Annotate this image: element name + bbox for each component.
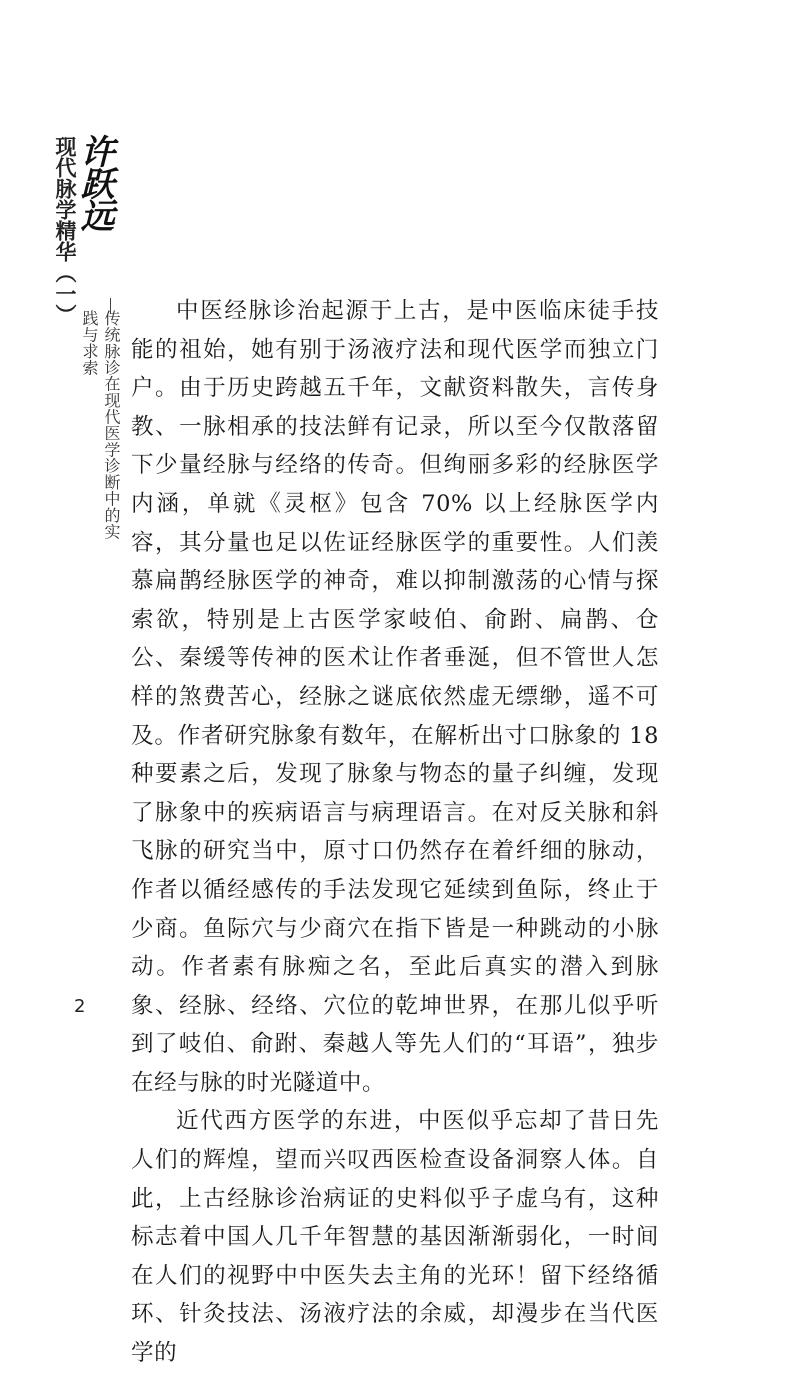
author-name: 许跃远 — [74, 134, 114, 230]
paragraph-2: 近代西方医学的东进，中医似乎忘却了昔日先人们的辉煌，望而兴叹西医检查设备洞察人体。自此，上古经脉诊治病证的史料似乎子虚乌有，这种标志着中国人几千年智慧的基因渐渐弱化，一时间在人们的视野中中医失去主角的光环！留下经络循环、针灸技法、汤液疗法的余威，却漫步在当代医学的 — [131, 1108, 659, 1367]
paragraph-1: 中医经脉诊治起源于上古，是中医临床徒手技能的祖始，她有别于汤液疗法和现代医学而独立门户。由于历史跨越五千年，文献资料散失，言传身教、一脉相承的技法鲜有记录，所以至今仅散落留下少量经脉与经络的传奇。但绚丽多彩的经脉医学内涵，单就《灵枢》包含 70% 以上经脉医学内容，其分量也足以佐证经脉医学的重要性。人们羡慕扁鹊经脉医学的神奇，难以抑制激荡的心情与探索欲，特别是上古医学家岐伯、俞跗、扁鹊、仓公、秦缓等传神的医术让作者垂涎，但不管世人怎样的煞费苦心，经脉之谜底依然虚无缥缈，遥不可及。作者研究脉象有数年，在解析出寸口脉象的 18 种要素之后，发现了脉象与物态的量子纠缠，发现了脉象中的疾病语言与病理语言。在对反关脉和斜飞脉的研究当中，原寸口仍然存在着纤细的脉动，作者以循经感传的手法发现它延续到鱼际，终止于少商。鱼际穴与少商穴在指下皆是一种跳动的小脉动。作者素有脉痴之名，至此后真实的潜入到脉象、经脉、经络、穴位的乾坤世界，在那儿似乎听到了岐伯、俞跗、秦越人等先人们的“耳语”，独步在经与脉的时光隧道中。 — [131, 298, 659, 1096]
book-subtitle: 传统脉诊在现代医学诊断中的实践与求索 — [80, 310, 121, 540]
body-text — [131, 292, 659, 1373]
page-number: 2 — [74, 996, 86, 1017]
book-title: 现代脉学精华（一） — [53, 136, 77, 325]
running-header-vertical — [44, 134, 120, 554]
